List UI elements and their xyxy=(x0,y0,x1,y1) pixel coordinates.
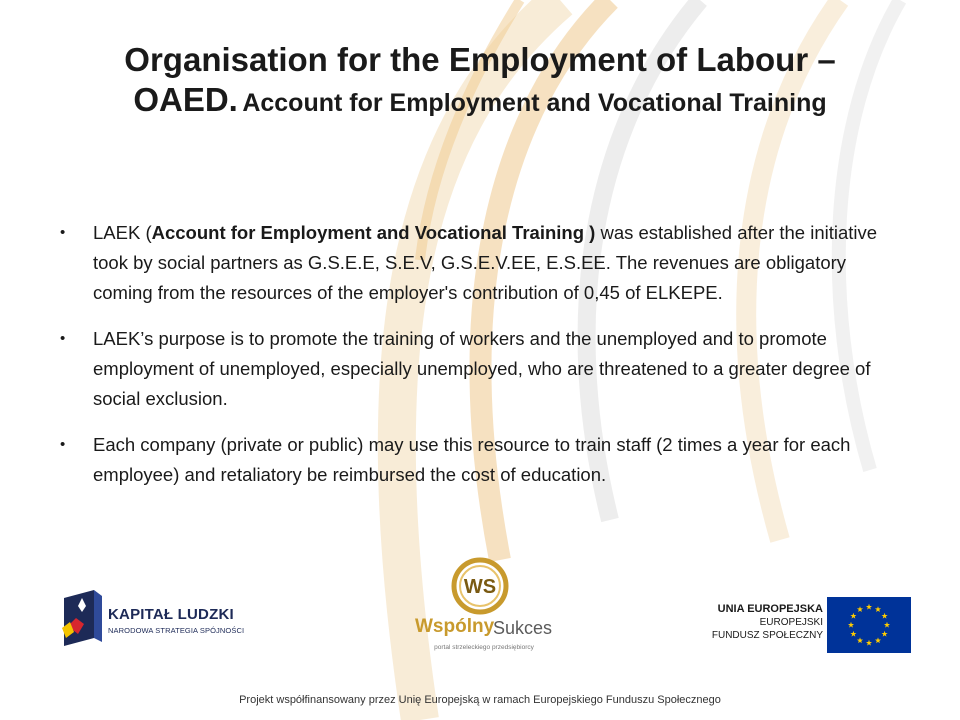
bullet-dot: • xyxy=(60,436,66,453)
bullet-1-bold: Account for Employment and Vocational Training ) xyxy=(151,222,596,243)
footer-note: Projekt współfinansowany przez Unię Europejską w ramach Europejskiego Funduszu Społecznego xyxy=(239,694,721,706)
title-line-1: Organisation for the Employment of Labour – xyxy=(124,41,836,78)
bullet-dot: • xyxy=(60,224,66,241)
bullet-list xyxy=(60,218,910,506)
bullet-3-text: Each company (private or public) may use this resource to train staff (2 times a year for each employee) and retaliatory be reimbursed the cost of education. xyxy=(93,434,851,485)
bullet-item-2 xyxy=(60,324,910,414)
kapital-ludzki-subtitle: NARODOWA STRATEGIA SPÓJNOŚCI xyxy=(108,626,245,635)
ws-word-sukces: Sukces xyxy=(493,618,553,638)
bullet-item-1 xyxy=(60,218,910,308)
wspolny-sukces-logo xyxy=(405,556,555,666)
bullet-1-rest: was established after the initiative took by social partners as G.S.E.E, S.E.V, G.S.E.V.EE, E.S.EE. The revenues are obligatory coming from the resources of the employer's contribution of 0,45 of ELKEPE. xyxy=(93,222,878,303)
ws-word-wspolny: Wspólny xyxy=(415,616,495,637)
bullet-dot: • xyxy=(60,330,66,347)
bullet-1-prefix: LAEK ( xyxy=(93,222,152,243)
title-line-2-main: OAED. xyxy=(133,81,238,119)
eu-line-2: EUROPEJSKI xyxy=(759,617,823,628)
eu-flag-icon xyxy=(827,597,911,653)
kapital-ludzki-emblem-icon xyxy=(58,588,104,648)
title-line-2-sub: Account for Employment and Vocational Training xyxy=(242,89,827,118)
ws-circle-emblem-icon xyxy=(445,556,515,616)
bullet-item-3 xyxy=(60,430,910,490)
eu-social-fund-logo xyxy=(690,597,915,653)
eu-line-1: UNIA EUROPEJSKA xyxy=(717,603,823,615)
kapital-ludzki-name: KAPITAŁ LUDZKI xyxy=(108,606,234,623)
ws-monogram: WS xyxy=(463,576,497,598)
ws-tagline: portal strzeleckiego przedsiębiorcy xyxy=(434,644,534,651)
kapital-ludzki-logo xyxy=(58,588,258,648)
slide-title xyxy=(40,40,920,121)
bullet-2-text: LAEK’s purpose is to promote the training of workers and the unemployed and to promote employment of unemployed, especially unemployed, who are threatened to a greater degree of social exclusion. xyxy=(93,328,871,409)
eu-line-3: FUNDUSZ SPOŁECZNY xyxy=(711,630,823,641)
